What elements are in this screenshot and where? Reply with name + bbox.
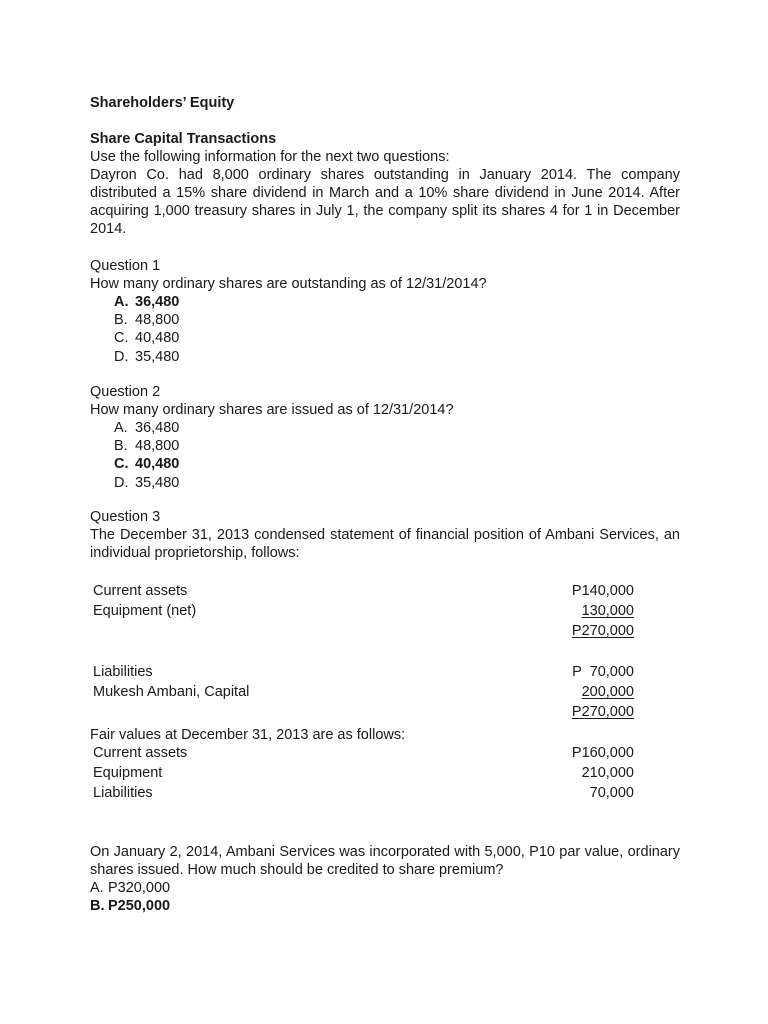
question-2 <box>90 383 680 492</box>
question-3-statement: The December 31, 2013 condensed statement of financial position of Ambani Services, an individual proprietorship, follows: <box>90 527 680 561</box>
answer-option <box>90 293 680 311</box>
answer-option <box>90 897 680 915</box>
row-amount: 130,000 <box>581 603 634 619</box>
table-row <box>93 662 634 682</box>
table-row <box>93 763 634 783</box>
fair-values-table <box>93 743 634 803</box>
row-amount: P140,000 <box>571 583 634 599</box>
option-text: 35,480 <box>135 348 180 365</box>
table-row <box>93 783 634 803</box>
option-letter: C. <box>114 456 129 473</box>
document-title: Shareholders’ Equity <box>90 95 235 111</box>
answer-option <box>90 474 680 492</box>
section-intro: Use the following information for the next two questions: <box>90 149 450 165</box>
answer-option <box>90 437 680 455</box>
question-1-options <box>90 293 680 366</box>
question-3-intro <box>90 508 680 562</box>
option-letter: B. <box>114 312 128 329</box>
option-text: 48,800 <box>135 312 180 329</box>
option-text: 36,480 <box>135 420 180 436</box>
row-label: Liabilities <box>93 785 153 801</box>
share-capital-section <box>90 130 680 238</box>
table-row <box>93 601 634 621</box>
question-3-text: On January 2, 2014, Ambani Services was incorporated with 5,000, P10 par value, ordinary shares issued. How much should be credited to share premium? <box>90 844 680 878</box>
total-amount: P270,000 <box>571 704 634 720</box>
question-1-text: How many ordinary shares are outstanding as of 12/31/2014? <box>90 276 487 292</box>
option-text: P320,000 <box>108 880 171 896</box>
question-3-body <box>90 843 680 915</box>
option-letter: A. <box>90 880 104 896</box>
option-text: 40,480 <box>135 330 180 347</box>
row-label: Current assets <box>93 745 188 761</box>
answer-option <box>90 348 680 366</box>
row-amount: 210,000 <box>581 765 634 781</box>
row-amount: P 70,000 <box>572 664 634 680</box>
liabilities-table <box>93 662 634 722</box>
option-letter: D. <box>114 348 129 365</box>
table-row <box>93 743 634 763</box>
answer-option <box>90 419 680 437</box>
table-row <box>93 581 634 601</box>
section-heading: Share Capital Transactions <box>90 131 277 147</box>
question-2-options <box>90 419 680 492</box>
option-text: 48,800 <box>135 438 180 455</box>
option-text: 35,480 <box>135 474 180 491</box>
row-label: Mukesh Ambani, Capital <box>93 684 250 700</box>
answer-option <box>90 311 680 329</box>
option-letter: C. <box>114 330 129 347</box>
option-letter: B. <box>90 898 105 915</box>
option-letter: A. <box>114 294 129 310</box>
table-row <box>93 682 634 702</box>
question-1-label: Question 1 <box>90 258 161 274</box>
row-amount: 200,000 <box>581 684 634 700</box>
question-3-label: Question 3 <box>90 509 161 525</box>
option-letter: A. <box>114 420 128 436</box>
question-2-label: Question 2 <box>90 384 161 400</box>
table-total-row <box>93 702 634 722</box>
question-3-options <box>90 879 680 915</box>
row-amount: 70,000 <box>589 785 634 801</box>
question-2-text: How many ordinary shares are issued as of 12/31/2014? <box>90 402 454 418</box>
row-amount: P160,000 <box>571 745 634 761</box>
total-amount: P270,000 <box>571 623 634 639</box>
answer-option <box>90 329 680 347</box>
question-1 <box>90 257 680 366</box>
option-text: P250,000 <box>108 898 171 915</box>
row-label: Liabilities <box>93 664 153 680</box>
option-letter: B. <box>114 438 128 455</box>
option-text: 36,480 <box>135 294 180 310</box>
option-text: 40,480 <box>135 456 180 473</box>
table-total-row <box>93 621 634 641</box>
option-letter: D. <box>114 474 129 491</box>
answer-option <box>90 455 680 473</box>
row-label: Current assets <box>93 583 188 599</box>
row-label: Equipment (net) <box>93 603 197 619</box>
row-label: Equipment <box>93 765 163 781</box>
answer-option <box>90 879 680 897</box>
problem-statement: Dayron Co. had 8,000 ordinary shares outstanding in January 2014. The company distributed a 15% share dividend in March and a 10% share dividend in June 2014. After acquiring 1,000 treasury shares in July 1, the company split its shares 4 for 1 in December 2014. <box>90 167 680 237</box>
fair-values-heading: Fair values at December 31, 2013 are as follows: <box>90 727 406 743</box>
assets-table <box>93 581 634 641</box>
